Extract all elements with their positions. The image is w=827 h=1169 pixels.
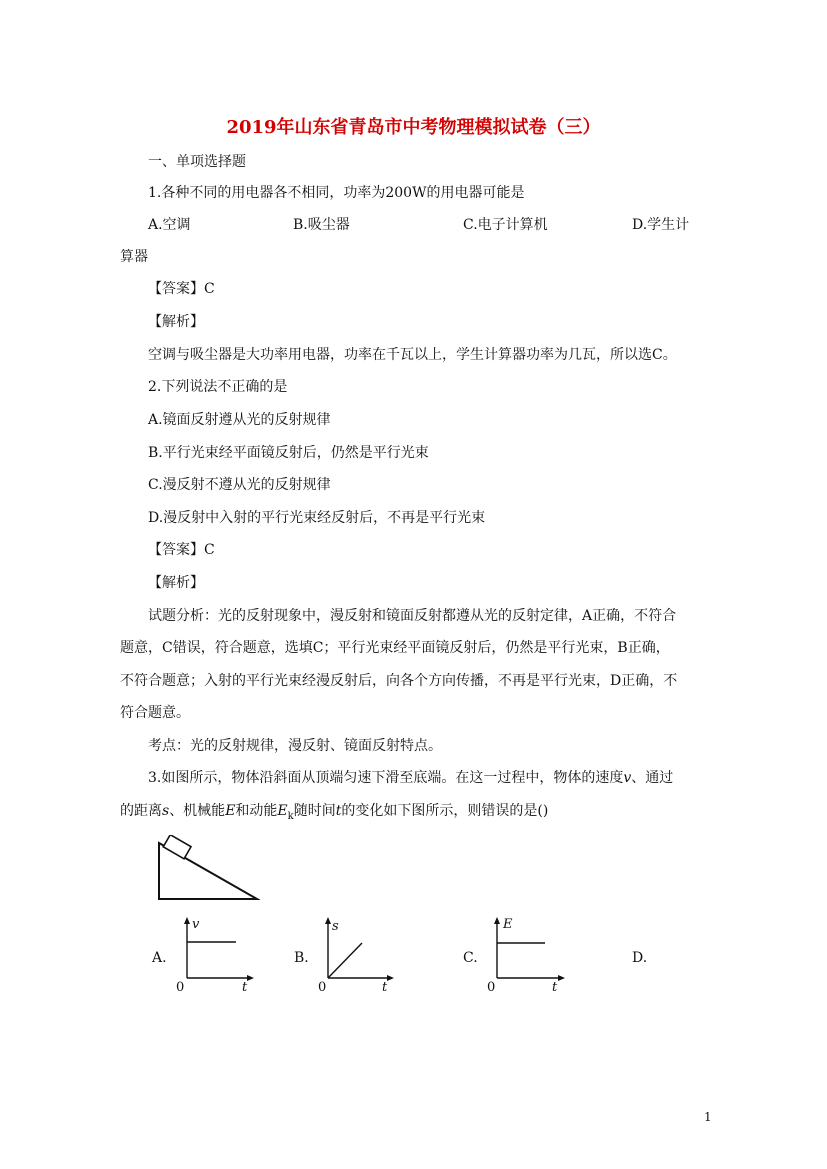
graph-b-x-label: t bbox=[382, 980, 388, 995]
q2-kaodian: 考点：光的反射规律，漫反射、镜面反射特点。 bbox=[148, 738, 442, 754]
q1-analysis: 空调与吸尘器是大功率用电器，功率在千瓦以上，学生计算器功率为几瓦，所以选C。 bbox=[148, 347, 677, 363]
q3-stem-line2: 的距离s、机械能E和动能$E_k$随时间t的变化如下图所示，则错误的是() bbox=[120, 803, 549, 822]
q2-option-d: D.漫反射中入射的平行光束经反射后，不再是平行光束 bbox=[148, 510, 486, 526]
graph-c-origin: 0 bbox=[487, 980, 496, 995]
q2-option-c: C.漫反射不遵从光的反射规律 bbox=[148, 477, 331, 493]
q2-analysis-line: 题意，C错误，符合题意，选填C；平行光束经平面镜反射后，仍然是平行光束，B正确， bbox=[120, 640, 670, 656]
q2-analysis-line: 符合题意。 bbox=[120, 705, 190, 721]
var-s: s bbox=[162, 803, 170, 819]
graph-b bbox=[314, 912, 404, 1002]
q2-analysis-line: 不符合题意；入射的平行光束经漫反射后，向各个方向传播，不再是平行光束，D正确，不 bbox=[120, 673, 678, 689]
q1-stem: 1.各种不同的用电器各不相同，功率为200W的用电器可能是 bbox=[148, 185, 525, 201]
q3-option-d-label: D. bbox=[632, 950, 648, 966]
q3-option-c-label: C. bbox=[463, 950, 478, 966]
s-increasing-line bbox=[328, 943, 362, 978]
graph-b-y-label: s bbox=[332, 919, 339, 934]
section-heading: 一、单项选择题 bbox=[148, 154, 246, 170]
q1-option-d-continued: 算器 bbox=[120, 249, 148, 265]
graph-a-origin: 0 bbox=[176, 980, 185, 995]
q3-stem-line1: 3.如图所示，物体沿斜面从顶端匀速下滑至底端。在这一过程中，物体的速度v、通过 bbox=[148, 770, 674, 786]
q3-option-a-label: A. bbox=[152, 950, 167, 966]
incline-diagram bbox=[150, 835, 265, 905]
q2-option-b: B.平行光束经平面镜反射后，仍然是平行光束 bbox=[148, 445, 429, 461]
var-Ek: E bbox=[277, 803, 288, 819]
q2-option-a: A.镜面反射遵从光的反射规律 bbox=[148, 412, 331, 428]
q2-analysis-label: 【解析】 bbox=[148, 575, 204, 591]
graph-a-y-label: v bbox=[192, 917, 200, 932]
page-number: 1 bbox=[704, 1110, 712, 1124]
q1-option-a: A.空调 bbox=[148, 217, 191, 233]
q1-analysis-label: 【解析】 bbox=[148, 314, 204, 330]
graph-a-x-label: t bbox=[242, 980, 248, 995]
var-v: v bbox=[623, 770, 632, 786]
graph-c-x-label: t bbox=[552, 980, 558, 995]
graph-c-y-label: E bbox=[503, 917, 513, 932]
q1-answer: 【答案】C bbox=[148, 281, 215, 297]
graph-b-origin: 0 bbox=[318, 980, 327, 995]
q1-option-b: B.吸尘器 bbox=[293, 217, 350, 233]
q3-option-b-label: B. bbox=[294, 950, 309, 966]
q2-stem: 2.下列说法不正确的是 bbox=[148, 379, 288, 395]
graph-a bbox=[172, 912, 262, 1002]
document-title: 2019年山东省青岛市中考物理模拟试卷（三） bbox=[226, 117, 601, 138]
graph-c bbox=[484, 912, 574, 1002]
var-E: E bbox=[225, 803, 236, 819]
q1-option-c: C.电子计算机 bbox=[463, 217, 548, 233]
q2-answer: 【答案】C bbox=[148, 542, 215, 558]
var-t: t bbox=[335, 803, 342, 819]
q2-analysis-line: 试题分析：光的反射现象中，漫反射和镜面反射都遵从光的反射定律，A正确，不符合 bbox=[148, 608, 677, 624]
q1-option-d: D.学生计 bbox=[632, 217, 690, 233]
